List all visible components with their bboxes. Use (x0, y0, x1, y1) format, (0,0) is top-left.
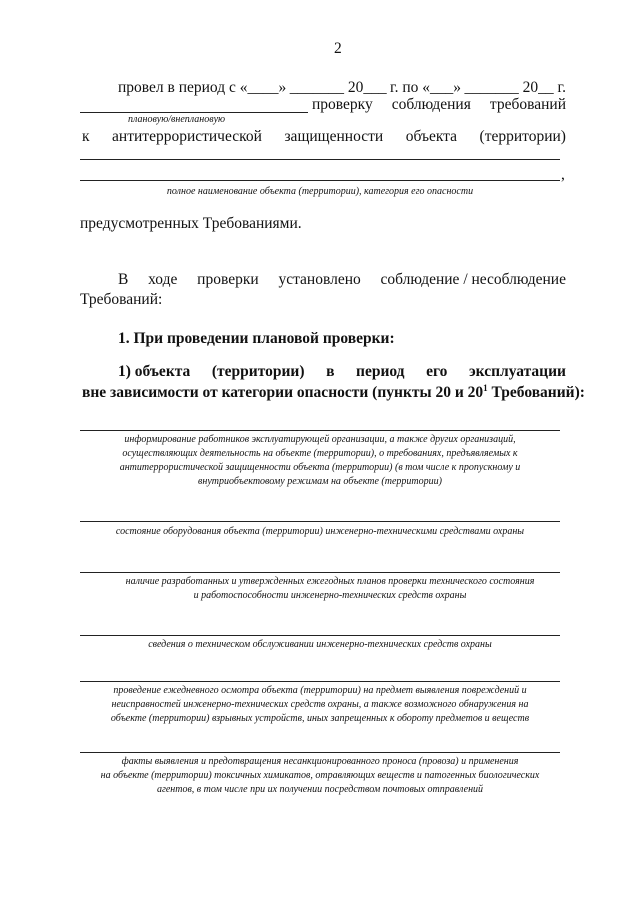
item-caption-3 (80, 575, 580, 603)
compliance-word: соблюдения (391, 96, 471, 113)
caption-6-line-2: на объекте (территории) токсичных химикатов, отравляющих веществ и патогенных биологических (100, 770, 540, 781)
check-result-line (118, 271, 566, 289)
sub1-superscript: 1 (483, 383, 488, 393)
planned-blank-line (80, 112, 308, 113)
item-caption-4 (80, 638, 560, 652)
check-type-line (312, 96, 566, 114)
item-line-1 (80, 430, 560, 431)
course-word: ходе (148, 271, 178, 288)
subsection-1-line-2 (82, 383, 585, 402)
item-line-6 (80, 752, 560, 753)
provided-text: предусмотренных Требованиями. (80, 215, 302, 232)
section-1-heading: 1. При проведении плановой проверки: (118, 330, 395, 347)
caption-1-line-2: осуществляющих деятельность на объекте (территории), о требованиях, предъявляемых к (122, 448, 518, 459)
item-caption-5 (80, 684, 560, 726)
item-line-5 (80, 681, 560, 682)
caption-5-line-3: объекте (территории) взрывных устройств, иных запрещенных к обороту предметов и веществ (110, 713, 530, 724)
caption-4-line-1: сведения о техническом обслуживании инженерно-технических средств охраны (148, 639, 492, 650)
sub1-line2-end: Требований): (487, 384, 585, 402)
sub1-word-6: эксплуатации (468, 363, 566, 380)
period-to-label: г. по «___» (390, 79, 462, 96)
object-word: объекта (405, 128, 458, 145)
protection-line (82, 128, 566, 146)
item-caption-2 (80, 525, 560, 539)
item-caption-6 (80, 755, 560, 797)
caption-6-line-3: агентов, в том числе при их получении посредством почтовых отправлений (156, 784, 484, 795)
period-line (118, 79, 566, 97)
planned-caption: плановую/внеплановую (128, 114, 226, 125)
subsection-1-line-1 (118, 363, 566, 381)
in-word: В (118, 271, 129, 288)
compliance-choice: соблюдение / несоблюдение (380, 271, 566, 288)
item-line-4 (80, 635, 560, 636)
item-caption-1 (80, 433, 560, 489)
sub1-word-1: 1) объекта (118, 363, 191, 380)
antiterror-word: антитеррористической (112, 128, 262, 145)
period-from-label: провел в период с «____» (118, 79, 287, 96)
caption-1-line-4: внутриобъектовому режимам на объекте (территории) (198, 476, 442, 487)
sub1-word-5: его (426, 363, 448, 380)
caption-5-line-2: неисправностей инженерно-технических средств охраны, а также возможного обнаружения на (111, 699, 529, 710)
sub1-line2-text: вне зависимости от категории опасности (пункты 20 и 20 (82, 384, 484, 402)
period-from-year: _______ 20___ (289, 79, 387, 96)
caption-3-line-2: и работоспособности инженерно-технических средств охраны (193, 590, 467, 601)
period-to-year: _______ 20__ г. (464, 79, 566, 96)
item-line-2 (80, 521, 560, 522)
check-word: проверку (312, 96, 373, 113)
requirements-text: Требований: (80, 291, 163, 308)
caption-1-line-3: антитеррористической защищенности объекта (территории) (в том числе к пропускному и (119, 462, 521, 473)
item-line-3 (80, 572, 560, 573)
caption-1-line-1: информирование работников эксплуатирующей организации, а также других организаций, (124, 434, 516, 445)
object-blank-line-1 (80, 159, 560, 160)
sub1-word-2: (территории) (211, 363, 305, 380)
requirements-word: требований (489, 96, 566, 113)
to-word: к (82, 128, 90, 145)
caption-2-line-1: состояние оборудования объекта (территории) инженерно-техническими средствами охраны (115, 526, 525, 537)
page-number: 2 (334, 40, 342, 57)
caption-3-line-1: наличие разработанных и утвержденных ежегодных планов проверки технического состояния (125, 576, 535, 587)
territory-word: (территории) (479, 128, 566, 145)
established-word: установлено (278, 271, 361, 288)
sub1-word-3: в (326, 363, 335, 380)
object-blank-line-2 (80, 180, 560, 181)
protection-word: защищенности (284, 128, 384, 145)
caption-6-line-1: факты выявления и предотвращения несанкционированного проноса (провоза) и применения (121, 756, 519, 767)
sub1-word-4: период (356, 363, 405, 380)
object-caption: полное наименование объекта (территории), категория его опасности (166, 186, 474, 197)
check-process-word: проверки (197, 271, 259, 288)
caption-5-line-1: проведение ежедневного осмотра объекта (территории) на предмет выявления повреждений и (113, 685, 527, 696)
comma: , (561, 166, 565, 183)
